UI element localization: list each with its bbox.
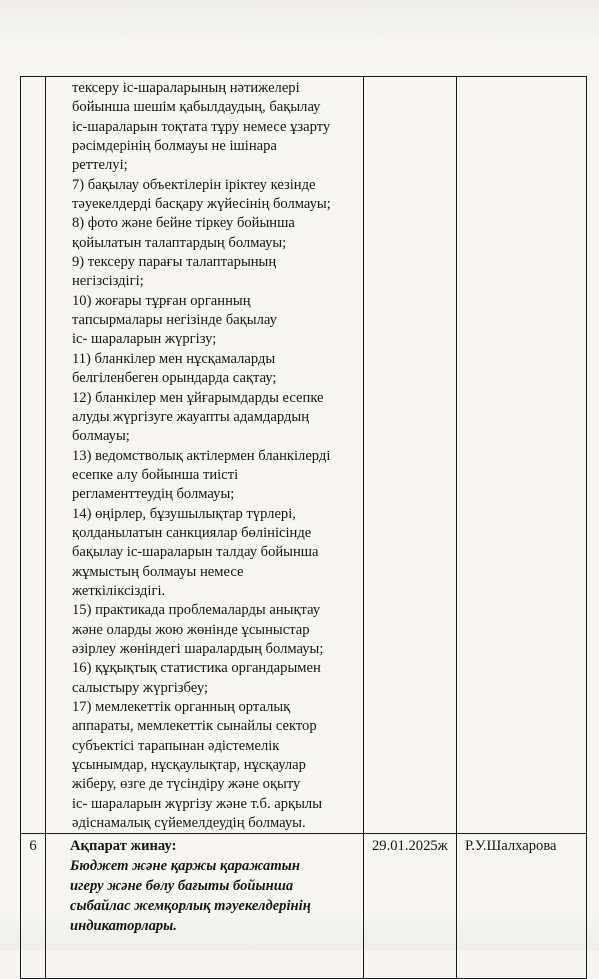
text-line: 17) мемлекеттік органның орталық: [72, 699, 291, 715]
text-line: және оларды жою жөнінде ұсыныстар: [72, 621, 310, 638]
text-line: субъектісі тарапынан әдістемелік: [72, 737, 280, 754]
text-line: іс- шараларын жүргізу және т.б. арқылы: [72, 795, 323, 812]
table-row-continuation: [21, 77, 587, 834]
row-heading: Ақпарат жинау:: [70, 838, 177, 855]
text-line: 12) бланкілер мен ұйғарымдарды есепке: [72, 389, 324, 406]
row-description: [46, 834, 364, 979]
text-line: аппараты, мемлекеттік сынайлы сектор: [72, 718, 317, 735]
text-line: тапсырмалары негізінде бақылау: [72, 312, 277, 329]
table-row-6: [21, 834, 587, 979]
text-line: 7) бақылау объектілерін іріктеу кезінде: [72, 176, 316, 193]
text-line: 14) өңірлер, бұзушылықтар түрлері,: [72, 505, 296, 522]
description-cell: [46, 77, 364, 834]
text-line: тексеру іс-шараларының нәтижелері: [72, 80, 300, 96]
text-line: жұмыстың болмауы немесе: [72, 563, 244, 580]
text-line: әзірлеу жөніндегі шаралардың болмауы;: [72, 640, 324, 657]
text-line: қойылатын талаптардың болмауы;: [72, 234, 287, 251]
row-responsible: Р.У.Шалхарова: [457, 834, 587, 979]
text-line: іс- шараларын жүргізу;: [72, 331, 217, 348]
responsible-cell: [457, 77, 587, 834]
risk-table: [20, 76, 587, 979]
text-line: 16) құқықтық статистика органдарымен: [72, 660, 321, 677]
text-line: реттелуі;: [72, 157, 128, 174]
text-line: салыстыру жүргізбеу;: [72, 679, 209, 696]
text-line: 11) бланкілер мен нұсқамаларды: [72, 350, 276, 367]
text-line: алуды жүргізуге жауапты адамдардың: [72, 408, 310, 425]
number-cell: [21, 77, 46, 834]
text-line: іс-шараларын тоқтата тұру немесе ұзарту: [72, 118, 331, 135]
text-line: тәуекелдерді басқару жүйесінің болмауы;: [72, 196, 331, 213]
text-line: бойынша шешім қабылдаудың, бақылау: [72, 99, 321, 116]
text-line: 10) жоғары тұрған органның: [72, 292, 251, 309]
row-italic-line: игеру және бөлу бағыты бойынша: [70, 878, 294, 894]
row-italic-line: Бюджет және қаржы қаражатын: [70, 858, 300, 875]
text-line: жіберу, өзге де түсіндіру және оқыту: [72, 776, 301, 793]
text-line: бақылау іс-шараларын талдау бойынша: [72, 544, 319, 561]
text-line: қолданылатын санкциялар бөлінісінде: [72, 524, 312, 541]
row-date: 29.01.2025ж: [364, 834, 457, 979]
text-line: 9) тексеру парағы талаптарының: [72, 254, 277, 271]
continuation-text: [46, 77, 363, 833]
text-line: есепке алу бойынша тиісті: [72, 466, 239, 483]
date-cell: [364, 77, 457, 834]
row-italic-line: индикаторлары.: [70, 917, 177, 934]
text-line: жеткіліксіздігі.: [72, 582, 166, 599]
text-line: 15) практикада проблемаларды анықтау: [72, 602, 321, 619]
text-line: болмауы;: [72, 428, 130, 445]
text-line: регламенттеудің болмауы;: [72, 486, 235, 503]
text-line: 8) фото және бейне тіркеу бойынша: [72, 215, 295, 232]
text-line: негізсіздігі;: [72, 273, 144, 290]
text-line: ұсынымдар, нұсқаулықтар, нұсқаулар: [72, 757, 306, 774]
text-line: әдіснамалық сүйемелдеудің болмауы.: [72, 815, 306, 832]
row-italic-line: сыбайлас жемқорлық тәуекелдерінің: [70, 897, 311, 914]
text-line: 13) ведомстволық актілермен бланкілерді: [72, 447, 331, 464]
text-line: белгіленбеген орындарда сақтау;: [72, 370, 277, 387]
row-number: 6: [21, 834, 46, 979]
text-line: рәсімдерінің болмауы не ішінара: [72, 138, 277, 155]
